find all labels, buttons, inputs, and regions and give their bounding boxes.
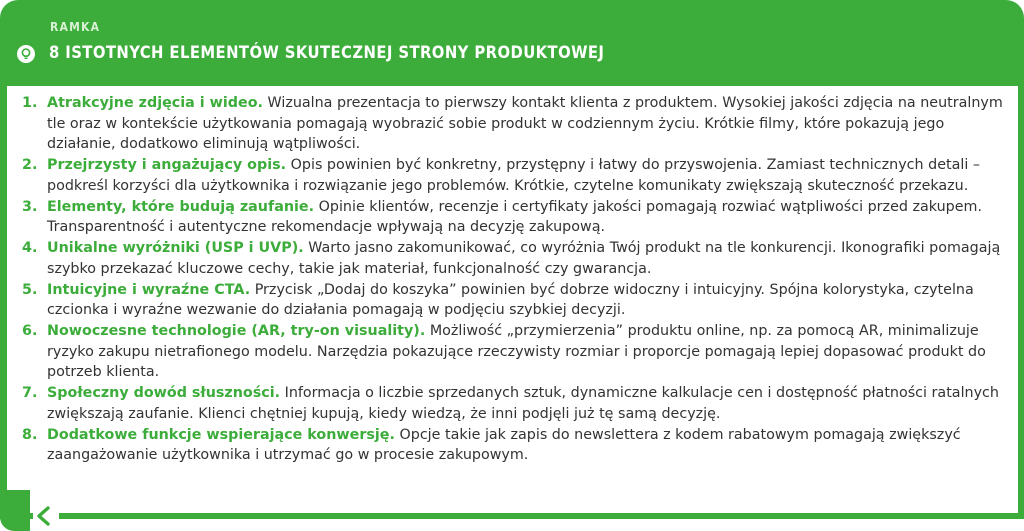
item-text: Wizualna prezentacja to pierwszy kontakt klienta z produktem. Wysokiej jakości zdjęcia na neutralnym tle oraz w kontekście użytkowania pomagają wyobrazić sobie produkt w codziennym życiu. Krótkie filmy, które pokazują jego działanie, dodatkowo eliminują wątpliwości. <box>47 95 1003 152</box>
item-number: 3. <box>22 198 38 215</box>
item-heading: Unikalne wyróżniki (USP i UVP). <box>47 240 304 256</box>
list-item <box>22 93 1008 155</box>
list-item <box>22 238 1008 279</box>
left-border <box>0 86 7 519</box>
item-heading: Intuicyjne i wyraźne CTA. <box>47 281 251 298</box>
item-text: Opinie klientów, recenzje i certyfikaty jakości pomagają rozwiać wątpliwości przed zakupem. Transparentność i autentyczne rekomendacje wpływają na decyzję zakupową. <box>47 198 982 235</box>
item-text: Przycisk „Dodaj do koszyka” powinien być dobrze widoczny i intuicyjny. Spójna kolorystyka, czytelna czcionka i wyraźne wezwanie do działania pomagają w podjęciu szybkiej decyzji. <box>47 281 974 318</box>
list-item <box>22 321 1008 383</box>
item-heading: Atrakcyjne zdjęcia i wideo. <box>47 95 263 111</box>
right-border <box>1018 86 1024 519</box>
item-heading: Dodatkowe funkcje wspierające konwersję. <box>47 426 395 443</box>
item-number: 7. <box>22 385 38 401</box>
item-heading: Elementy, które budują zaufanie. <box>47 198 315 215</box>
list-item <box>22 280 1008 321</box>
item-heading: Nowoczesne technologie (AR, try-on visuality). <box>47 323 426 339</box>
list-item <box>22 197 1008 238</box>
item-number: 2. <box>22 157 38 173</box>
list-item <box>22 425 1008 466</box>
item-number: 1. <box>22 95 38 111</box>
box-label: RAMKA <box>50 20 101 34</box>
item-heading: Przejrzysty i angażujący opis. <box>47 157 287 173</box>
arrow-left-icon <box>33 505 59 527</box>
item-text: Warto jasno zakomunikować, co wyróżnia Twój produkt na tle konkurencji. Ikonografiki pomagają szybko przekazać kluczowe cechy, takie jak materiał, funkcjonalność czy gwarancja. <box>47 240 1001 277</box>
box-header <box>0 0 1024 86</box>
item-text: Możliwość „przymierzenia” produktu online, np. za pomocą AR, minimalizuje ryzyko zakupu nietrafionego modelu. Narzędzia pokazujące rzeczywisty rozmiar i proporcje pomagają lepiej dopasować produkt do potrzeb klienta. <box>47 323 986 380</box>
lightbulb-icon <box>17 45 35 63</box>
item-number: 4. <box>22 240 38 256</box>
item-number: 6. <box>22 323 38 339</box>
bottom-border <box>0 513 1024 519</box>
item-number: 8. <box>22 426 38 443</box>
item-heading: Społeczny dowód słuszności. <box>47 385 281 401</box>
box-title: 8 ISTOTNYCH ELEMENTÓW SKUTECZNEJ STRONY PRODUKTOWEJ <box>49 43 605 62</box>
item-text: Opcje takie jak zapis do newslettera z kodem rabatowym pomagają zwiększyć zaangażowanie użytkownika i utrzymać go w procesie zakupowym. <box>47 426 961 463</box>
bottom-left-corner <box>0 490 30 531</box>
item-text: Informacja o liczbie sprzedanych sztuk, dynamiczne kalkulacje cen i dostępność płatności ratalnych zwiększają zaufanie. Klienci chętniej kupują, kiedy wiedzą, że inni podjęli już tę samą decyzję. <box>47 385 999 422</box>
list-item <box>22 383 1008 424</box>
item-text: Opis powinien być konkretny, przystępny i łatwy do przyswojenia. Zamiast technicznych detali – podkreśl korzyści dla użytkownika i rozwiązanie jego problemów. Krótkie, czytelne komunikaty zwiększają skuteczność przekazu. <box>47 157 981 194</box>
item-number: 5. <box>22 281 38 298</box>
list-item <box>22 155 1008 196</box>
elements-list <box>22 93 1008 466</box>
